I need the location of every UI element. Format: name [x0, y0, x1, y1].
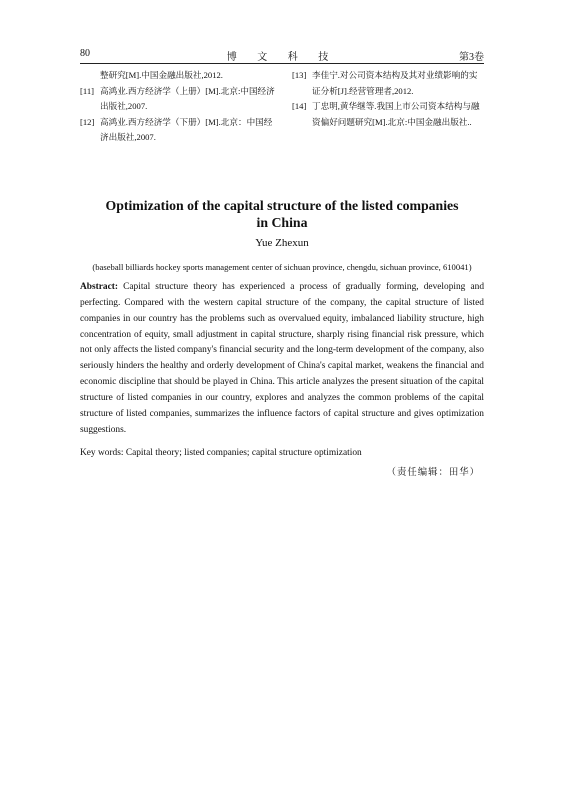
- author-affiliation: (baseball billiards hockey sports management center of sichuan province, chengdu, sichuan province, 610041): [92, 262, 472, 272]
- reference-text: 整研究[M].中国金融出版社,2012.: [100, 70, 223, 80]
- reference-text: 高鸿业.西方经济学（上册）[M].北京:中国经济出版社,2007.: [100, 85, 275, 111]
- reference-item: [80, 84, 280, 115]
- article-title: Optimization of the capital structure of the listed companies in China: [105, 198, 459, 230]
- editor-note: （责任编辑：田华）: [386, 468, 480, 478]
- keywords: Key words: Capital theory; listed companies; capital structure optimization: [80, 448, 362, 458]
- header-divider: [80, 63, 484, 64]
- page-number: 80: [80, 48, 90, 59]
- reference-item: [80, 68, 280, 84]
- reference-text: 李佳宁.对公司资本结构及其对业绩影响的实证分析[J].经营管理者,2012.: [312, 70, 478, 96]
- article-author: Yue Zhexun: [255, 237, 309, 249]
- reference-text: 丁忠明,黄华继等.我国上市公司资本结构与融资偏好问题研究[M].北京:中国金融出版社..: [312, 101, 480, 127]
- running-header: [80, 48, 484, 62]
- reference-number: [11]: [80, 85, 94, 96]
- journal-title: 博 文 科 技: [226, 52, 338, 63]
- reference-text: 高鸿业.西方经济学（下册）[M].北京：中国经济出版社,2007.: [100, 116, 273, 142]
- volume-label: 第3卷: [459, 52, 484, 63]
- reference-number: [13]: [292, 70, 307, 80]
- reference-item: [80, 115, 280, 146]
- reference-number: [14]: [292, 101, 307, 111]
- references-left-column: [80, 68, 280, 146]
- reference-item: [292, 68, 484, 99]
- references-right-column: [292, 68, 484, 130]
- reference-item: [292, 99, 484, 130]
- abstract-text: Capital structure theory has experienced a process of gradually forming, developing and perfecting. Compared with the western capital structure of the company, the capital structure of listed companies in our country has the problems such as overvalued equity, imbalanced liability structure, high concentration of equity, small adjustment in capital structure, sharply rising financial risk pressure, which not only affects the listed company's financial security and the long-term development of the company, also seriously hinders the healthy and orderly development of China's capital market, weakens the financial and economic discipline that should be played in China. This article analyzes the present situation of the capital structure of listed companies in our country, explores and analyzes the common problems of the capital structure of listed companies, summarizes the influence factors of capital structure and gives optimization suggestions.: [80, 282, 485, 435]
- abstract: [80, 280, 484, 438]
- reference-number: [12]: [80, 116, 95, 127]
- abstract-label: Abstract:: [80, 282, 119, 292]
